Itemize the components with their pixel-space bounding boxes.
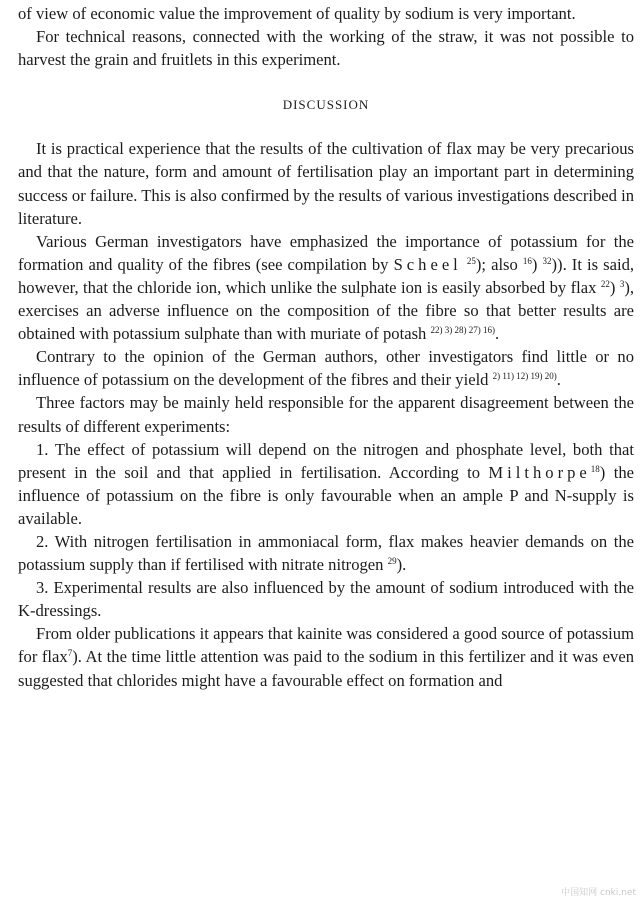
text-span: . At the time little attention was paid to the sodium in this fertilizer and it was even suggested that chlorides might have a favourable effect on formation and <box>18 647 634 690</box>
text-span: the influence of potassium on the fibre is only favourable when an ample P and N-supply is available. <box>18 462 634 528</box>
text-span: . <box>556 370 561 390</box>
watermark: 中国知网 cnki.net <box>561 888 636 898</box>
text-span: 1. The effect of potassium will depend on the nitrogen and phosphate level, both that present in the soil and that applied in fertilisation. According to <box>18 439 634 482</box>
text-span: 2. With nitrogen fertilisation in ammoniacal form, flax makes heavier demands on the potassium supply than if fertilised with nitrate nitrogen <box>18 531 634 575</box>
text-span: Contrary to the opinion of the German authors, other investigators find little or no influence of potassium on the development of the fibres and their yield <box>18 347 634 390</box>
paragraph-three-factors: Three factors may be mainly held responsible for the apparent disagreement between the results of different experiments: <box>18 393 634 436</box>
text-span: ; also <box>481 254 518 274</box>
reference-marker: 3 <box>619 278 625 289</box>
reference-marker: 25 <box>466 255 476 266</box>
reference-markers: 22) 3) 28) 27) 16) <box>430 325 495 336</box>
paragraph-contrary-opinion <box>18 345 634 391</box>
reference-marker: 18 <box>590 463 600 474</box>
text-span: . <box>494 324 500 344</box>
paragraph-technical-reasons: For technical reasons, connected with the working of the straw, it was not possible to harvest the grain and fruitlets in this experiment. <box>18 27 634 70</box>
reference-markers: 2) 11) 12) 19) 20) <box>492 371 557 382</box>
paragraph-factor-3: 3. Experimental results are also influenced by the amount of sodium introduced with the K-dressings. <box>18 578 634 621</box>
reference-marker: 16 <box>522 255 532 266</box>
reference-marker: 32 <box>542 255 552 266</box>
paragraph-factor-2: 2. With nitrogen fertilisation in ammoniacal form, flax makes heavier demands on the potassium supply than if fertilised with nitrate nitrogen $^{29}$). <box>18 531 634 575</box>
reference-marker: 29 <box>387 556 397 567</box>
reference-marker: 22 <box>600 278 610 289</box>
author-name: Scheel <box>393 254 462 274</box>
text-span: , exercises an adverse influence on the composition of the fibre so that better results are obtained with potassium sulphate than with muriate of potash <box>18 277 634 344</box>
text-span: . <box>402 555 407 575</box>
paragraph-older-publications: From older publications it appears that kainite was considered a good source of potassium for flax$^7$). At the time little attention was paid to the sodium in this fertilizer and it was even suggested that chlorides might have a favourable effect on formation and <box>18 624 634 690</box>
author-name: Milthorpe <box>488 462 591 482</box>
paragraph-continuation: of view of economic value the improvement of quality by sodium is very important. <box>18 4 576 23</box>
paragraph-practical-experience: It is practical experience that the results of the cultivation of flax may be very precarious and that the nature, form and amount of fertilisation play an important part in determining success or failure. This is also confirmed by the results of various investigations described in literature. <box>18 139 634 228</box>
text-span: From older publications it appears that kainite was considered a good source of potassium for flax <box>18 624 634 667</box>
paragraph-german-investigators: Various German investigators have emphasized the importance of potassium for the formation and quality of the fibres (see compilation by Scheel $^{25}$); also $^{16}$) $^{32}$)). It is said, however, that the chloride ion, which unlike the sulphate ion is easily absorbed by flax $^{22}$) $^3$), exercises an adverse influence on the composition of the fibre so that better results are obtained with potassium sulphate than with muriate of potash $^{22) 3) 28) 27) 16)}$. <box>18 231 635 344</box>
text-span: ). It is said, however, that the chloride ion, which unlike the sulphate ion is easily absorbed by flax <box>18 254 635 297</box>
paper-page <box>18 2 634 692</box>
text-span: Various German investigators have emphasized the importance of potassium for the formation and quality of the fibres (see compilation by <box>18 231 634 274</box>
section-heading: DISCUSSION <box>282 97 370 113</box>
reference-marker: 7 <box>67 648 73 659</box>
paragraph-factor-1: 1. The effect of potassium will depend on the nitrogen and phosphate level, both that present in the soil and that applied in fertilisation. According to Milthorpe$^{18}$) the influence of potassium on the fibre is only favourable when an ample P and N-supply is available. <box>18 439 634 528</box>
